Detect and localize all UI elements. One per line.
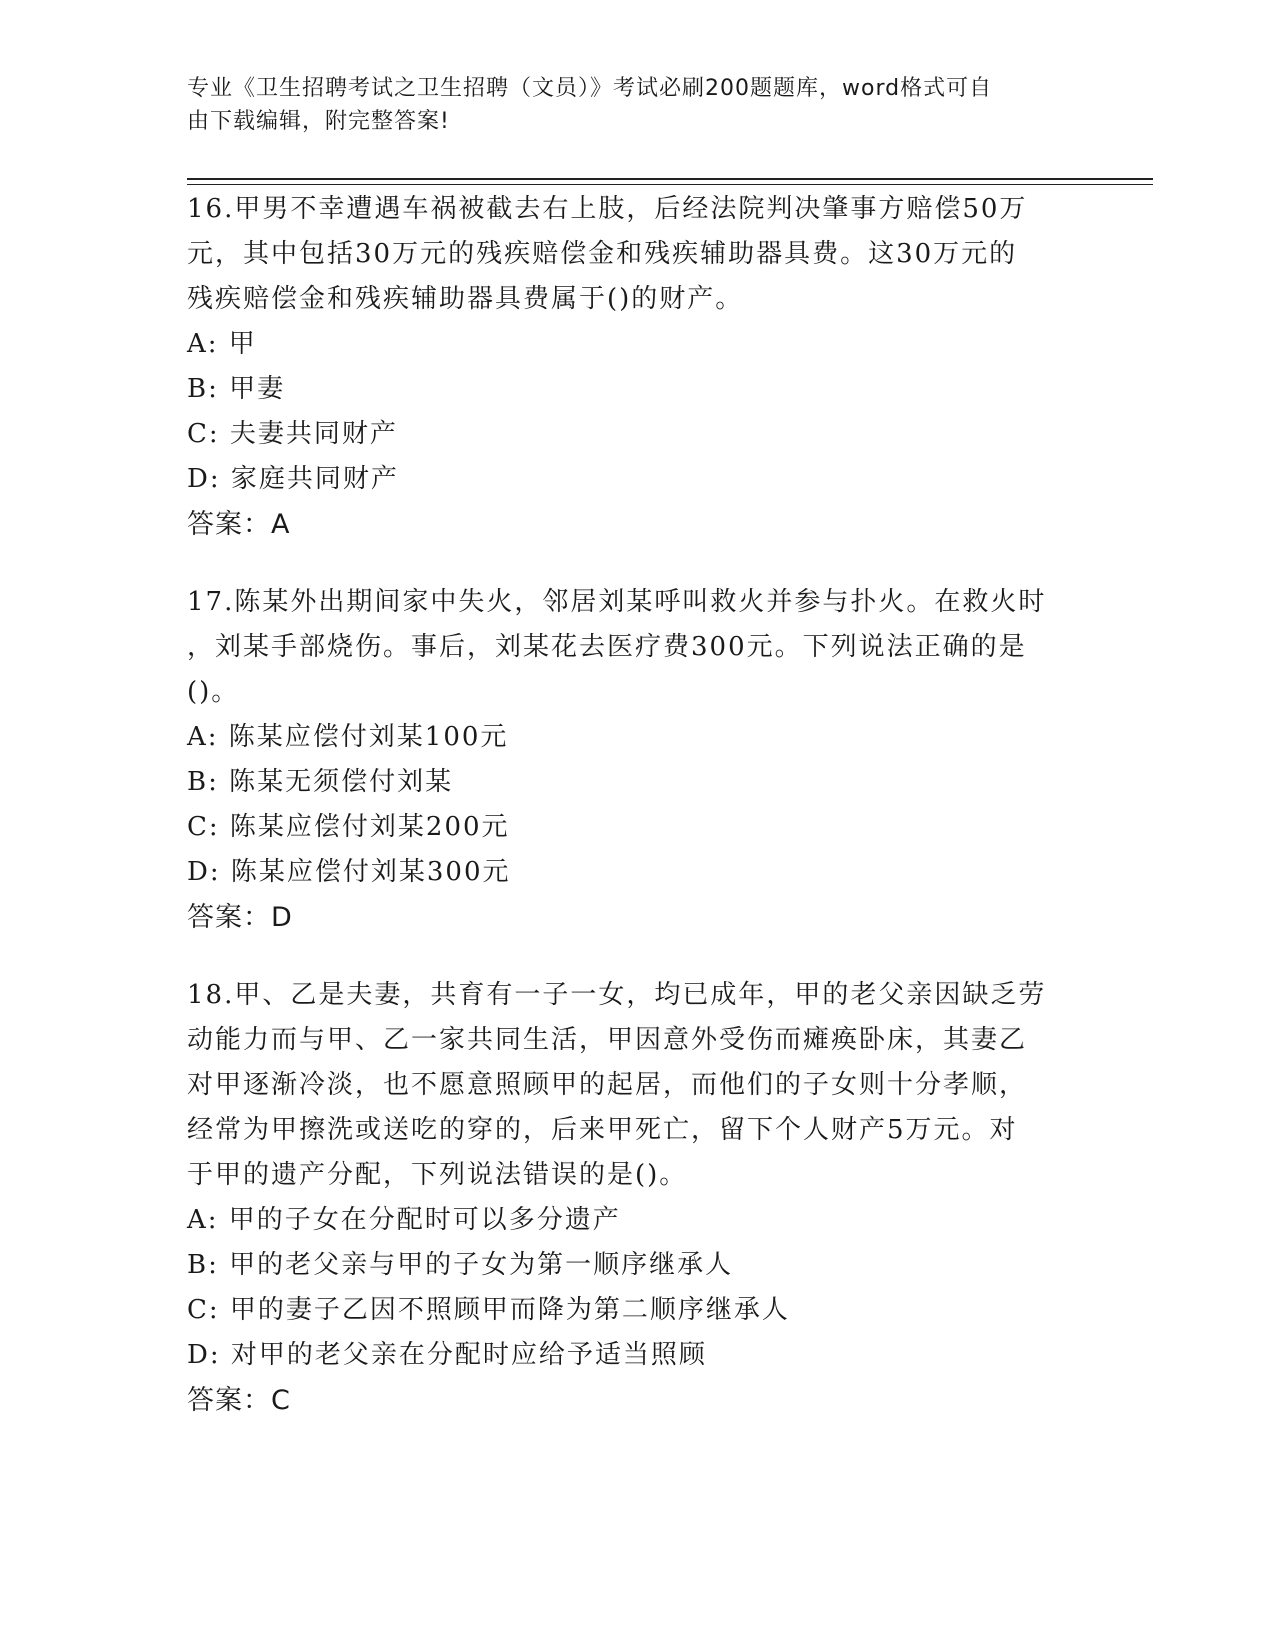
option-a: A: 甲的子女在分配时可以多分遗产 <box>187 1205 621 1235</box>
option-c: C: 夫妻共同财产 <box>187 419 398 449</box>
answer: 答案：C <box>187 1385 291 1416</box>
answer: 答案：D <box>187 902 293 933</box>
option-b: B: 陈某无须偿付刘某 <box>187 767 454 797</box>
header-divider-thick <box>187 178 1153 180</box>
option-d: D: 对甲的老父亲在分配时应给予适当照顾 <box>187 1340 707 1370</box>
question-16 <box>187 187 1087 547</box>
document-header: 专业《卫生招聘考试之卫生招聘（文员）》考试必刷200题题库，word格式可自 由下载编辑，附完整答案! <box>187 76 993 134</box>
question-18 <box>187 973 1087 1423</box>
option-a: A: 陈某应偿付刘某100元 <box>187 722 509 752</box>
option-c: C: 陈某应偿付刘某200元 <box>187 812 510 842</box>
option-d: D: 陈某应偿付刘某300元 <box>187 857 511 887</box>
option-d: D: 家庭共同财产 <box>187 464 399 494</box>
question-stem: 16.甲男不幸遭遇车祸被截去右上肢，后经法院判决肇事方赔偿50万 元，其中包括30万元的残疾赔偿金和残疾辅助器具费。这30万元的 残疾赔偿金和残疾辅助器具费属于()的财产。 <box>187 194 1028 314</box>
header-divider-thin <box>187 184 1153 185</box>
option-a: A: 甲 <box>187 329 257 359</box>
option-c: C: 甲的妻子乙因不照顾甲而降为第二顺序继承人 <box>187 1295 790 1325</box>
question-17 <box>187 580 1087 940</box>
answer: 答案：A <box>187 509 291 540</box>
option-b: B: 甲的老父亲与甲的子女为第一顺序继承人 <box>187 1250 734 1280</box>
question-stem: 17.陈某外出期间家中失火，邻居刘某呼叫救火并参与扑火。在救火时 ，刘某手部烧伤。事后，刘某花去医疗费300元。下列说法正确的是 ()。 <box>187 587 1047 707</box>
question-stem: 18.甲、乙是夫妻，共育有一子一女，均已成年，甲的老父亲因缺乏劳 动能力而与甲、乙一家共同生活，甲因意外受伤而瘫痪卧床，其妻乙 对甲逐渐冷淡，也不愿意照顾甲的起居，而他们的子女则十分孝顺， 经常为甲擦洗或送吃的穿的，后来甲死亡，留下个人财产5万元。对 于甲的遗产分配，下列说法错误的是()。 <box>187 980 1047 1190</box>
option-b: B: 甲妻 <box>187 374 286 404</box>
